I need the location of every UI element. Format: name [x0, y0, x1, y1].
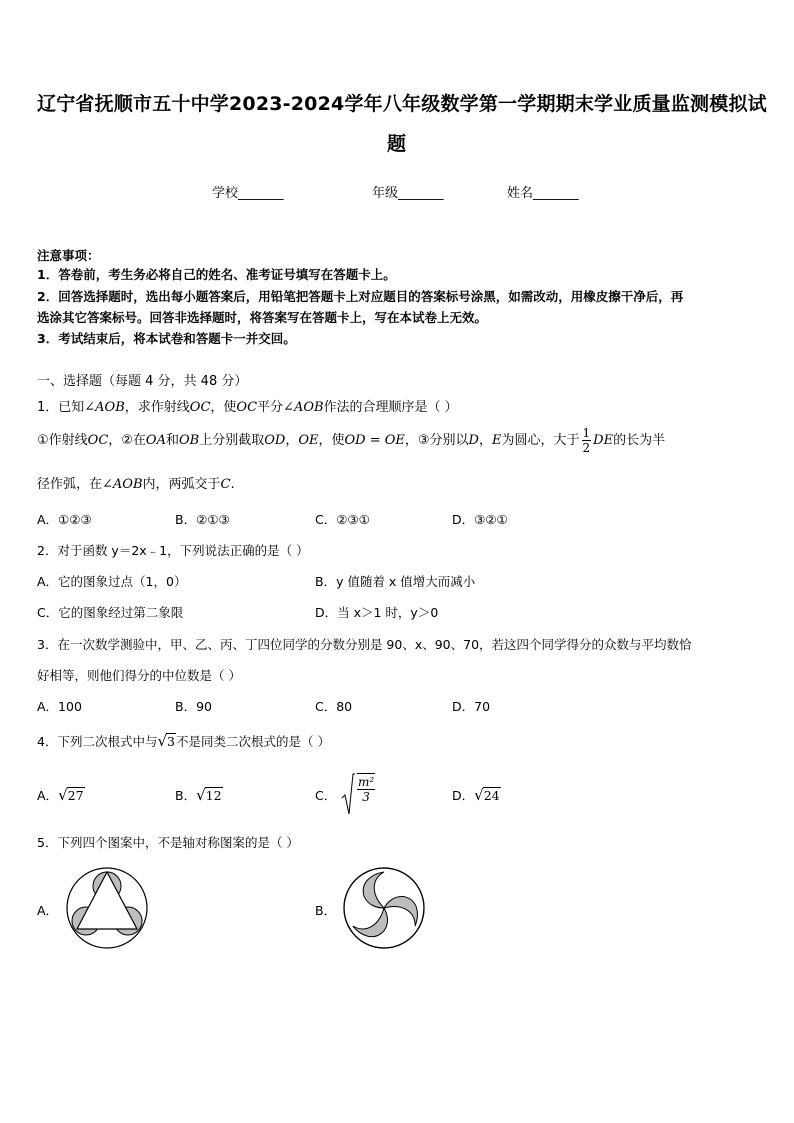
q5-option-a-label[interactable]: A．: [37, 903, 59, 918]
q1-step-oe: OE: [298, 433, 319, 448]
notice-item-2a: 2．回答选择题时，选出每小题答案后，用铅笔把答题卡上对应题目的答案标号涂黑，如需改动，用橡皮擦干净后，再: [37, 289, 684, 304]
q5-stem: 5．下列四个图案中，不是轴对称图案的是（ ）: [37, 835, 299, 850]
fraction-denominator: 3: [362, 790, 370, 804]
q4-option-a-label: A．: [37, 788, 59, 803]
q1-angle-aob: ∠AOB: [84, 400, 125, 415]
notice-item-2b: 选涂其它答案标号。回答非选择题时，将答案写在答题卡上，写在本试卷上无效。: [37, 310, 488, 325]
q1-step-text: ，③分别以: [404, 433, 469, 448]
q1-text-a: 1．已知: [37, 400, 85, 415]
q2-stem: 2．对于函数 y＝2x﹣1，下列说法正确的是（ ）: [37, 543, 309, 558]
q1-step-text: ，②在: [108, 433, 146, 448]
q3-option-c[interactable]: C．80: [315, 699, 353, 714]
q3-stem-line2: 好相等，则他们得分的中位数是（ ）: [37, 668, 241, 683]
q4-radicand: 3: [167, 734, 175, 749]
q1-text-d: 平分: [257, 400, 284, 415]
q1-text-c: ，使: [210, 400, 237, 415]
name-field: 姓名_______: [507, 186, 579, 201]
q1-angle-aob2: ∠AOB: [283, 400, 324, 415]
q1-stem: [37, 396, 458, 415]
sqrt-icon: [341, 772, 355, 816]
q1-step-oa: OA: [145, 433, 166, 448]
q1-step-text: ，: [478, 433, 492, 448]
sqrt-icon: √: [157, 732, 168, 750]
sqrt-icon: √: [58, 786, 68, 804]
q2-option-b[interactable]: B．y 值随着 x 值增大而减小: [315, 574, 476, 589]
page-title-line1: 辽宁省抚顺市五十中学2023-2024学年八年级数学第一学期期末学业质量监测模拟试: [37, 93, 767, 115]
notice-item-1: 1．答卷前，考生务必将自己的姓名、准考证号填写在答题卡上。: [37, 267, 396, 282]
q3-option-a[interactable]: A．100: [37, 699, 82, 714]
q4-text-b: 不是同类二次根式的是（ ）: [175, 734, 330, 749]
q1-step-text: 上分别截取: [199, 433, 265, 448]
q4-option-d-radicand: 24: [483, 788, 500, 803]
q1-oc: OC: [189, 400, 211, 415]
q4-option-d-label: D．: [452, 788, 475, 803]
sqrt-icon: √: [196, 786, 206, 804]
q1-step-d: D: [468, 433, 479, 448]
q1-step-od: OD: [264, 433, 286, 448]
q1-fraction-half: [582, 426, 592, 455]
fraction-numerator: m²: [358, 775, 375, 789]
q4-option-a[interactable]: [37, 786, 85, 804]
fraction-numerator: 1: [582, 426, 591, 440]
page-title-line2: 题: [387, 133, 407, 155]
q4-option-c-label: C．: [315, 788, 337, 803]
grade-field: 年级_______: [372, 186, 444, 201]
q1-option-d[interactable]: D．③②①: [452, 512, 508, 527]
q1-step-text: 内，两弧交于: [142, 477, 221, 492]
q5-figure-b[interactable]: [342, 866, 426, 950]
notice-item-3: 3．考试结束后，将本试卷和答题卡一并交回。: [37, 331, 296, 346]
q1-step-oc: OC: [87, 433, 109, 448]
fraction-denominator: 2: [582, 441, 591, 455]
q5-option-b-label[interactable]: B．: [315, 903, 337, 918]
q1-step-text: 和: [165, 433, 179, 448]
q4-text-a: 4．下列二次根式中与: [37, 734, 158, 749]
q1-step-text: 的长为半: [613, 433, 666, 448]
q1-angle-aob3: ∠AOB: [102, 477, 143, 492]
q1-step-e: E: [492, 433, 502, 448]
q1-step-text: ，: [285, 433, 299, 448]
q2-option-a[interactable]: A．它的图象过点（1，0）: [37, 574, 187, 589]
q4-option-b-label: B．: [175, 788, 197, 803]
q1-text-e: 作法的合理顺序是（ ）: [323, 400, 458, 415]
q1-steps-line: [37, 426, 665, 455]
q4-option-b[interactable]: [175, 786, 223, 804]
q5-figure-a[interactable]: [65, 866, 149, 950]
q1-option-c[interactable]: C．②③①: [315, 512, 370, 527]
q1-step-text: ，使: [318, 433, 345, 448]
q3-option-d[interactable]: D．70: [452, 699, 491, 714]
q1-step-text: 为圆心，大于: [501, 433, 580, 448]
q1-oc2: OC: [236, 400, 258, 415]
q2-option-c[interactable]: C．它的图象经过第二象限: [37, 605, 184, 620]
q1-steps-line3: [37, 473, 235, 492]
q1-step-de: DE: [593, 433, 614, 448]
q4-stem: [37, 732, 330, 750]
q1-step-text: .: [230, 477, 235, 492]
notice-heading: 注意事项：: [37, 248, 100, 263]
q1-step-text: 径作弧，在: [37, 477, 103, 492]
q4-option-c[interactable]: [315, 772, 375, 816]
q1-point-c: C: [220, 477, 231, 492]
q3-option-b[interactable]: B．90: [175, 699, 212, 714]
q3-stem-line1: 3．在一次数学测验中，甲、乙、丙、丁四位同学的分数分别是 90、x、90、70，若这四个同学得分的众数与平均数恰: [37, 637, 692, 652]
q4-option-c-fraction: [357, 773, 375, 804]
q4-option-d[interactable]: [452, 786, 501, 804]
q4-option-b-radicand: 12: [205, 788, 222, 803]
q1-step-text: ①作射线: [37, 433, 88, 448]
q1-option-a[interactable]: A．①②③: [37, 512, 92, 527]
q1-step-ob: OB: [178, 433, 200, 448]
q2-option-d[interactable]: D．当 x＞1 时，y＞0: [315, 605, 439, 620]
q1-option-b[interactable]: B．②①③: [175, 512, 230, 527]
q1-text-b: ，求作射线: [124, 400, 190, 415]
school-field: 学校_______: [212, 186, 284, 201]
q1-step-equation: OD = OE: [344, 433, 405, 448]
section-heading: 一、选择题（每题 4 分，共 48 分）: [37, 374, 248, 389]
q4-option-a-radicand: 27: [67, 788, 84, 803]
sqrt-icon: √: [474, 786, 484, 804]
